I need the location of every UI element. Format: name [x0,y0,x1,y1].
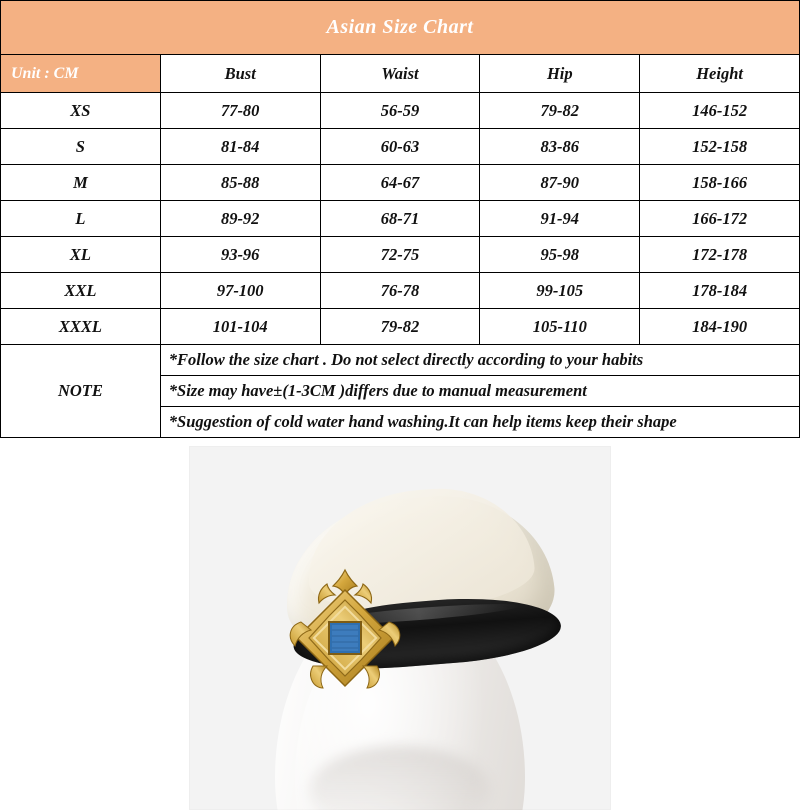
cell-hip-l: 91-94 [480,201,640,237]
table-row [1,129,800,165]
note-line-1: *Follow the size chart . Do not select directly according to your habits [160,345,799,376]
column-header-bust: Bust [160,55,320,93]
column-header-hip: Hip [480,55,640,93]
cell-height-s: 152-158 [640,129,800,165]
note-line-2: *Size may have±(1-3CM )differs due to manual measurement [160,376,799,407]
cell-bust-m: 85-88 [160,165,320,201]
table-row [1,165,800,201]
table-header-row [1,55,800,93]
cell-bust-xxxl: 101-104 [160,309,320,345]
product-photo-section [0,438,800,810]
cell-waist-xxl: 76-78 [320,273,480,309]
cell-hip-xl: 95-98 [480,237,640,273]
cell-waist-m: 64-67 [320,165,480,201]
cell-waist-xxxl: 79-82 [320,309,480,345]
cell-height-xl: 172-178 [640,237,800,273]
cell-hip-xs: 79-82 [480,93,640,129]
cell-bust-xl: 93-96 [160,237,320,273]
product-photo [189,446,611,810]
cell-bust-xxl: 97-100 [160,273,320,309]
table-row [1,309,800,345]
cell-height-m: 158-166 [640,165,800,201]
row-size-xxxl: XXXL [1,309,161,345]
gold-emblem-icon [283,568,407,698]
note-line-3: *Suggestion of cold water hand washing.It can help items keep their shape [160,407,799,438]
table-row [1,93,800,129]
cell-height-xxxl: 184-190 [640,309,800,345]
row-size-l: L [1,201,161,237]
row-size-m: M [1,165,161,201]
note-row [1,345,800,376]
row-size-xxl: XXL [1,273,161,309]
cell-height-xs: 146-152 [640,93,800,129]
table-title-row [1,1,800,55]
note-label: NOTE [1,345,161,438]
row-size-s: S [1,129,161,165]
row-size-xs: XS [1,93,161,129]
cell-height-xxl: 178-184 [640,273,800,309]
cell-waist-l: 68-71 [320,201,480,237]
cell-hip-xxl: 99-105 [480,273,640,309]
cell-height-l: 166-172 [640,201,800,237]
cell-waist-xl: 72-75 [320,237,480,273]
table-row [1,273,800,309]
cell-hip-xxxl: 105-110 [480,309,640,345]
cell-waist-xs: 56-59 [320,93,480,129]
table-row [1,201,800,237]
cell-bust-s: 81-84 [160,129,320,165]
cell-bust-xs: 77-80 [160,93,320,129]
cell-hip-m: 87-90 [480,165,640,201]
unit-label: Unit : CM [1,55,161,93]
column-header-height: Height [640,55,800,93]
cell-hip-s: 83-86 [480,129,640,165]
row-size-xl: XL [1,237,161,273]
table-row [1,237,800,273]
chart-title: Asian Size Chart [1,1,800,55]
cell-waist-s: 60-63 [320,129,480,165]
cell-bust-l: 89-92 [160,201,320,237]
column-header-waist: Waist [320,55,480,93]
